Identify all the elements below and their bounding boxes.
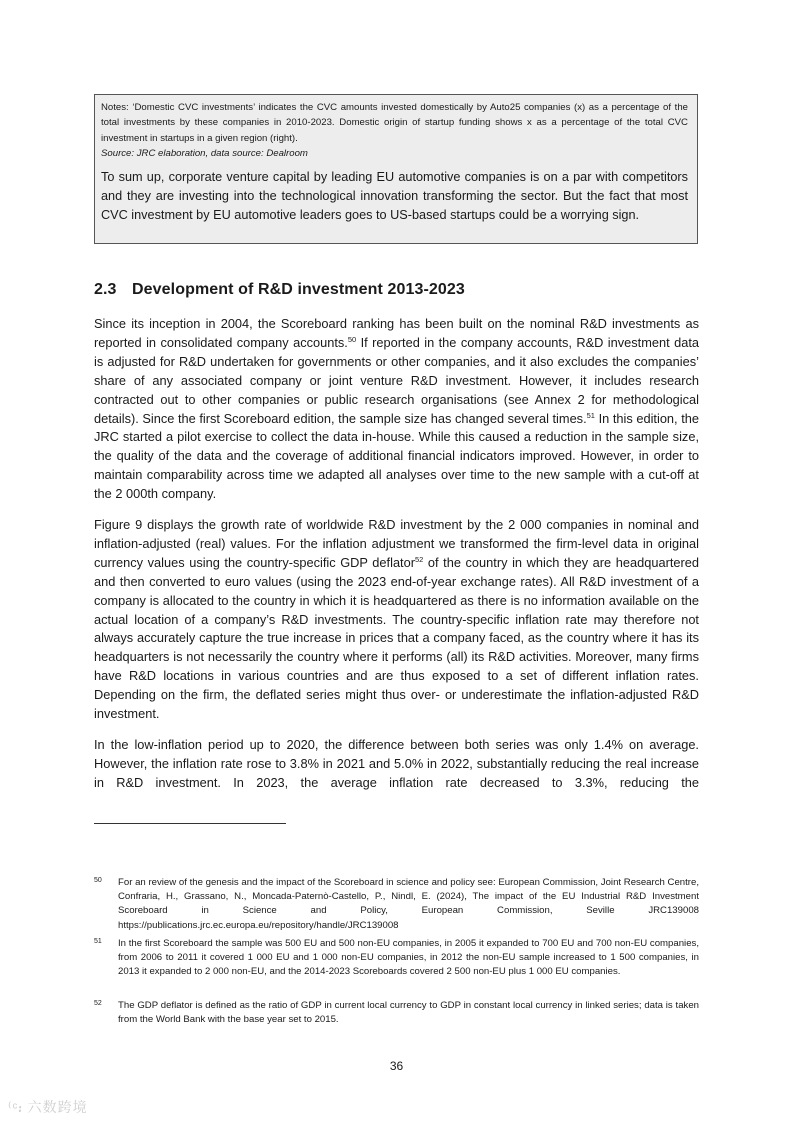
paragraph-3: In the low-inflation period up to 2020, the difference between both series was only 1.4% on average. However, the inflation rate rose to 3.8% in 2021 and 5.0% in 2022, substantially reducing the real increase in R&D investment. In 2023, the average inflation rate decreased to 3.3%, reducing the (94, 737, 699, 790)
paragraph-1: Since its inception in 2004, the Scoreboard ranking has been built on the nominal R&D investments as reported in consolidated company accounts.$^{50}$ If reported in the company accounts, R&D investment data is adjusted for R&D undertaken for governments or other companies, and it also excludes the companies’ share of any associated company or joint venture R&D investment. However, it includes research contracted out to other companies or public research organisations (see Annex 2 for methodological details). Since the first Scoreboard edition, the sample size has changed several times.$^{51}$ In this edition, the JRC started a pilot exercise to collect the data in-house. While this caused a reduction in the sample size, the quality of the data and the coverage of additional financial indicators improved. However, in order to maintain comparability across time we adapted all analyses over time to the new sample with a cut-off at the 2 000th company. (94, 316, 699, 502)
footnote-number: 50 (94, 877, 102, 884)
footnote-separator (94, 823, 286, 824)
footnote-number: 52 (94, 1000, 102, 1007)
figure-source: Source: JRC elaboration, data source: Dealroom (101, 148, 308, 160)
footnote-ref-52[interactable]: 52 (415, 554, 424, 564)
figure-notes: Notes: ‘Domestic CVC investments’ indicates the CVC amounts invested domestically by Auto25 companies (x) as a percentage of the total investments by these companies in 2010-2023. Domestic origin of startup funding shows x as a percentage of the total CVC investment in startups in a given region (right). (101, 102, 688, 144)
summary-text: To sum up, corporate venture capital by leading EU automotive companies is on a par with competitors and they are investing into the technological innovation transforming the sector. But the fact that most CVC investment by EU automotive leaders goes to US-based startups could be a worrying sign. (101, 170, 688, 223)
footnote-text: The GDP deflator is defined as the ratio of GDP in current local currency to GDP in constant local currency in linked series; data is taken from the World Bank with the base year set to 2015. (118, 1000, 699, 1026)
footnote-text: In the first Scoreboard the sample was 500 EU and 500 non-EU companies, in 2005 it expanded to 700 EU and 700 non-EU companies, from 2006 to 2011 it covered 1 000 EU and 1 000 non-EU companies, in 2012 the non-EU sample increased to 1 500 companies, in 2013 it expanded to 2 000 non-EU, and the 2014-2023 Scoreboards covered 2 500 non-EU plus 1 000 EU companies. (118, 938, 699, 978)
footnote-ref-51[interactable]: 51 (586, 410, 595, 420)
section-title: Development of R&D investment 2013-2023 (132, 281, 465, 298)
footnote-50 (94, 876, 699, 933)
section-heading (94, 280, 465, 300)
section-number: 2.3 (94, 281, 117, 298)
page-number: 36 (389, 1059, 404, 1073)
footnote-ref-50[interactable]: 50 (347, 334, 357, 344)
watermark: ⁽ᶜ᎓ 六数跨境 (8, 1099, 88, 1115)
footnote-number: 51 (94, 938, 102, 945)
footnote-text: For an review of the genesis and the impact of the Scoreboard in science and policy see: European Commission, Joint Research Centre, Confraria, H., Grassano, N., Moncada-Paternò-Castello, P., Nindl, E. (2024), The impact of the EU Industrial R&D Investment Scoreboard in Science and Policy, European Commission, Seville JRC139008 https://publications.jrc.ec.europa.eu/repository/handle/JRC139008 (118, 877, 699, 931)
figure-notes-box (94, 94, 698, 244)
footnote-51 (94, 937, 699, 980)
footnote-52 (94, 999, 699, 1027)
paragraph-2: Figure 9 displays the growth rate of worldwide R&D investment by the 2 000 companies in nominal and inflation-adjusted (real) values. For the inflation adjustment we transformed the firm-level data in original currency values using the country-specific GDP deflator$^{52}$ of the country in which they are headquartered and then converted to euro values (using the 2023 end-of-year exchange rates). All R&D investment of a company is allocated to the country in which it is headquartered as there is no information available on the actual location of a company’s R&D investments. The country-specific inflation rate may therefore not always accurately capture the true increase in prices that a company faced, as the country where it has its headquarters is not necessarily the country where it performs (all) its R&D activities. Moreover, many firms have R&D locations in various countries and are thus exposed to a set of different inflation rates. Depending on the firm, the deflated series might thus over- or underestimate the inflation-adjusted R&D investment. (94, 517, 700, 722)
